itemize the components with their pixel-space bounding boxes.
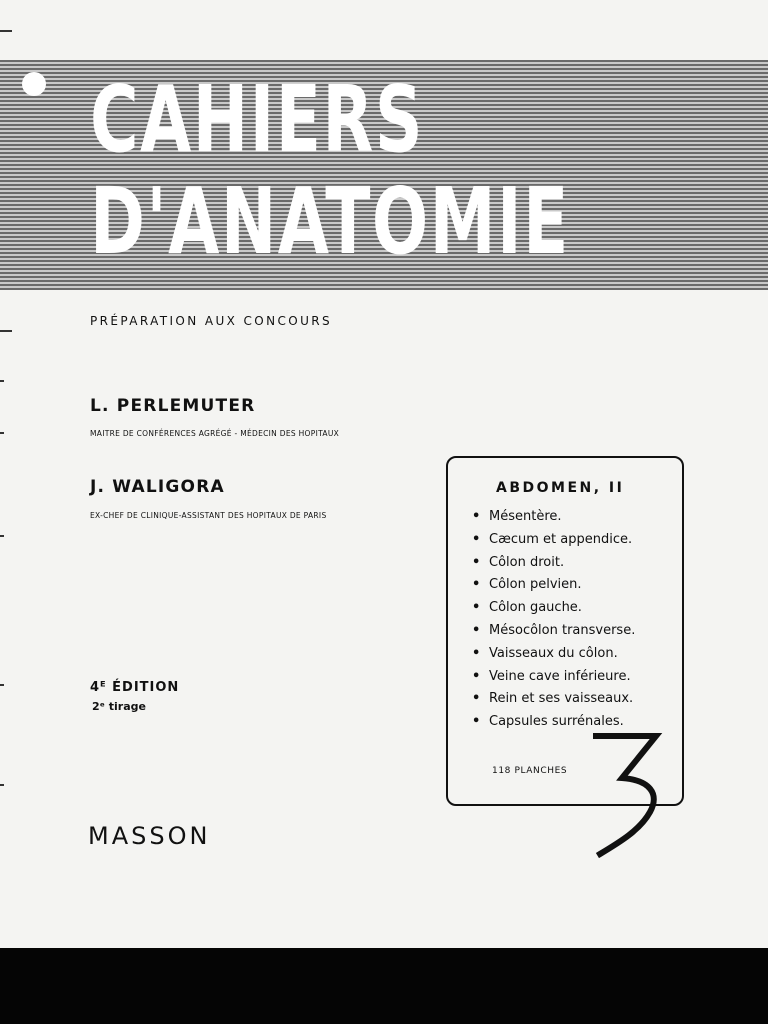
printing-label: 2ᵉ tirage	[92, 700, 146, 713]
publisher-name: MASSON	[88, 822, 211, 850]
author-name-1: L. PERLEMUTER	[90, 396, 256, 416]
binding-mark	[0, 784, 4, 786]
title-line-2: D'ANATOMIE	[90, 168, 570, 275]
volume-number	[588, 730, 668, 860]
binding-mark	[0, 684, 4, 686]
list-item: • Côlon droit.	[472, 552, 635, 575]
contents-list	[472, 506, 635, 734]
list-item: • Mésentère.	[472, 506, 635, 529]
list-item: • Mésocôlon transverse.	[472, 620, 635, 643]
author-role-2: EX-CHEF DE CLINIQUE-ASSISTANT DES HOPITAUX DE PARIS	[90, 511, 327, 520]
list-item: • Veine cave inférieure.	[472, 666, 635, 689]
list-item: • Rein et ses vaisseaux.	[472, 688, 635, 711]
binding-mark	[0, 380, 4, 382]
author-role-1: MAITRE DE CONFÉRENCES AGRÉGÉ - MÉDECIN DES HOPITAUX	[90, 429, 340, 438]
edition-label: 4ᴱ ÉDITION	[90, 680, 180, 695]
plates-count: 118 PLANCHES	[492, 766, 568, 776]
binding-mark	[0, 30, 12, 32]
binding-mark	[0, 535, 4, 537]
list-item: • Côlon pelvien.	[472, 574, 635, 597]
corner-dot	[22, 72, 46, 96]
subtitle: PRÉPARATION AUX CONCOURS	[90, 314, 333, 328]
list-item: • Cæcum et appendice.	[472, 529, 635, 552]
list-item: • Vaisseaux du côlon.	[472, 643, 635, 666]
bottom-black-band	[0, 948, 768, 1024]
contents-title: ABDOMEN, II	[496, 480, 625, 496]
binding-mark	[0, 432, 4, 434]
author-name-2: J. WALIGORA	[90, 477, 225, 497]
list-item: • Côlon gauche.	[472, 597, 635, 620]
title-line-1: CAHIERS	[90, 66, 425, 173]
binding-mark	[0, 330, 12, 332]
list-item: • Capsules surrénales.	[472, 711, 635, 734]
